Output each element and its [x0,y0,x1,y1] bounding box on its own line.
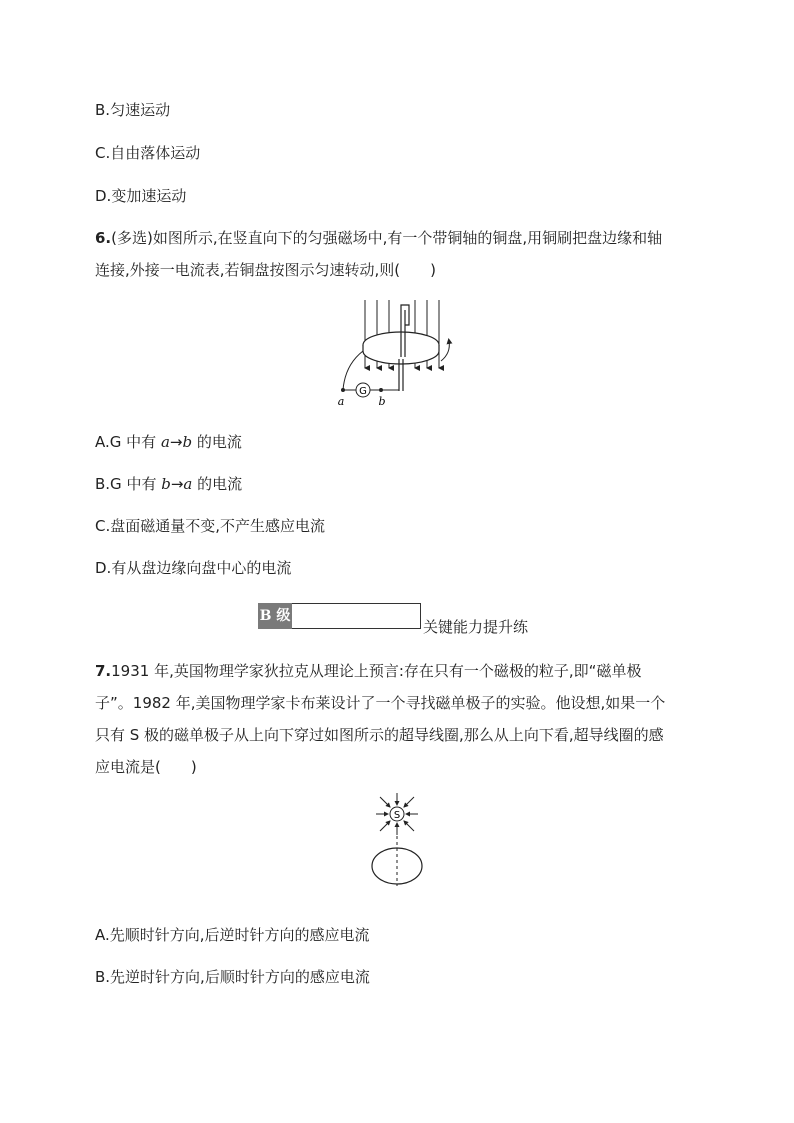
q7-stem-line-2: 子”。1982 年,美国物理学家卡布莱设计了一个寻找磁单极子的实验。他设想,如果一个 [95,694,666,712]
option-label: D. [95,187,112,205]
question-number: 6. [95,229,112,247]
level-box [292,603,421,629]
q7-stem-line-4: 应电流是( ) [95,758,197,776]
q5-option-b [95,100,170,120]
q5-option-c [95,143,200,163]
galvanometer-label: G [359,386,367,397]
monopole-coil-figure [363,790,433,890]
option-text: B.G 中有 [95,475,162,493]
option-text: 自由落体运动 [110,144,201,162]
rotation-arrow-icon [441,341,449,361]
copper-disc-figure [335,295,465,410]
option-text: 变加速运动 [111,187,187,205]
q7-option-b: B.先逆时针方向,后顺时针方向的感应电流 [95,968,370,986]
stem-text: 1931 年,英国物理学家狄拉克从理论上预言:存在只有一个磁极的粒子,即“磁单极 [111,662,642,680]
q7-stem-line-3: 只有 S 极的磁单极子从上向下穿过如图所示的超导线圈,那么从上向下看,超导线圈的感 [95,726,664,744]
q7-stem [95,655,705,783]
option-text: 的电流 [192,475,243,493]
pole-label: S [393,810,401,821]
q6-stem-line-2: 连接,外接一电流表,若铜盘按图示匀速转动,则( ) [95,261,437,279]
q5-option-d [95,186,186,206]
variable-b: b [182,433,193,451]
q6-stem [95,222,705,286]
arrow-text: → [170,475,184,493]
q6-option-b [95,474,242,494]
variable-a: a [183,475,193,493]
option-label: B. [95,101,111,119]
question-number: 7. [95,662,112,680]
level-badge: B 级 [258,603,292,629]
multi-select-tag: (多选) [111,229,153,247]
point-a-label: a [337,395,345,408]
point-b-label: b [378,395,386,408]
option-text: 的电流 [192,433,242,451]
arrow-text: → [169,433,183,451]
terminal-a [341,388,345,392]
variable-b: b [161,475,171,493]
section-title: 关键能力提升练 [423,618,529,636]
q7-option-a: A.先顺时针方向,后逆时针方向的感应电流 [95,926,370,944]
q7-stem-line-1 [95,655,705,687]
option-label: C. [95,144,111,162]
section-level-header [258,603,422,629]
variable-a: a [160,433,170,451]
q6-option-a [95,432,242,452]
terminal-b [379,388,383,392]
q6-stem-line-1 [95,222,705,254]
option-text: A.G 中有 [95,433,161,451]
q6-option-d: D.有从盘边缘向盘中心的电流 [95,559,292,577]
option-text: 匀速运动 [110,101,171,119]
stem-text: 如图所示,在竖直向下的匀强磁场中,有一个带铜轴的铜盘,用铜刷把盘边缘和轴 [152,229,663,247]
q6-option-c: C.盘面磁通量不变,不产生感应电流 [95,517,326,535]
